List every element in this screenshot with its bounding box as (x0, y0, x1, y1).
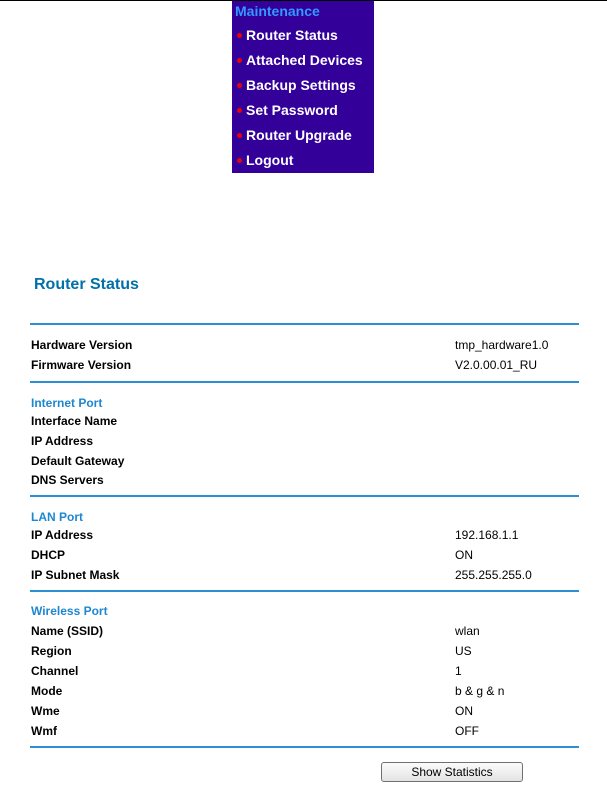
wme-label: Wme (31, 704, 60, 718)
wmf-label: Wmf (31, 724, 57, 738)
default-gateway-label: Default Gateway (31, 454, 125, 468)
region-label: Region (31, 644, 72, 658)
internet-port-title: Internet Port (31, 396, 103, 410)
menu-item-logout[interactable] (232, 150, 374, 172)
channel-label: Channel (31, 664, 79, 678)
ssid-value: wlan (455, 624, 480, 638)
bullet-icon (237, 158, 242, 163)
bullet-icon (237, 58, 242, 63)
menu-item-router-status[interactable] (232, 25, 374, 47)
divider (30, 381, 579, 383)
wireless-port-title: Wireless Port (31, 604, 108, 618)
ssid-label: Name (SSID) (31, 624, 104, 638)
firmware-version-label: Firmware Version (31, 358, 132, 372)
wme-value: ON (455, 704, 473, 718)
bullet-icon (237, 33, 242, 38)
mode-value: b & g & n (455, 684, 505, 698)
lan-ip-address-label: IP Address (31, 528, 94, 542)
menu-item-set-password[interactable] (232, 100, 374, 122)
menu-title: Maintenance (235, 3, 320, 19)
divider (30, 495, 579, 497)
menu-item-attached-devices[interactable] (232, 50, 374, 72)
page-title: Router Status (34, 276, 139, 293)
interface-name-label: Interface Name (31, 414, 118, 428)
menu-item-router-upgrade[interactable] (232, 125, 374, 147)
menu-item-label: Logout (246, 152, 294, 168)
internet-ip-address-label: IP Address (31, 434, 94, 448)
dhcp-value: ON (455, 548, 473, 562)
region-value: US (455, 644, 472, 658)
bullet-icon (237, 133, 242, 138)
subnet-mask-label: IP Subnet Mask (31, 568, 120, 582)
divider (30, 323, 579, 325)
subnet-mask-value: 255.255.255.0 (455, 568, 532, 582)
mode-label: Mode (31, 684, 63, 698)
dns-servers-label: DNS Servers (31, 473, 104, 487)
lan-port-title: LAN Port (31, 510, 83, 524)
menu-item-backup-settings[interactable] (232, 75, 374, 97)
hardware-version-value: tmp_hardware1.0 (455, 338, 549, 352)
show-statistics-button[interactable]: Show Statistics (381, 762, 523, 782)
dhcp-label: DHCP (31, 548, 66, 562)
divider (30, 590, 579, 592)
menu-item-label: Router Upgrade (246, 127, 352, 143)
maintenance-menu (232, 1, 374, 173)
wmf-value: OFF (455, 724, 479, 738)
hardware-version-label: Hardware Version (31, 338, 133, 352)
menu-item-label: Attached Devices (246, 52, 363, 68)
menu-item-label: Backup Settings (246, 77, 356, 93)
bullet-icon (237, 83, 242, 88)
lan-ip-address-value: 192.168.1.1 (455, 528, 519, 542)
bullet-icon (237, 108, 242, 113)
menu-item-label: Set Password (246, 102, 338, 118)
divider (30, 746, 579, 748)
menu-item-label: Router Status (246, 27, 338, 43)
channel-value: 1 (455, 664, 462, 678)
firmware-version-value: V2.0.00.01_RU (455, 358, 538, 372)
